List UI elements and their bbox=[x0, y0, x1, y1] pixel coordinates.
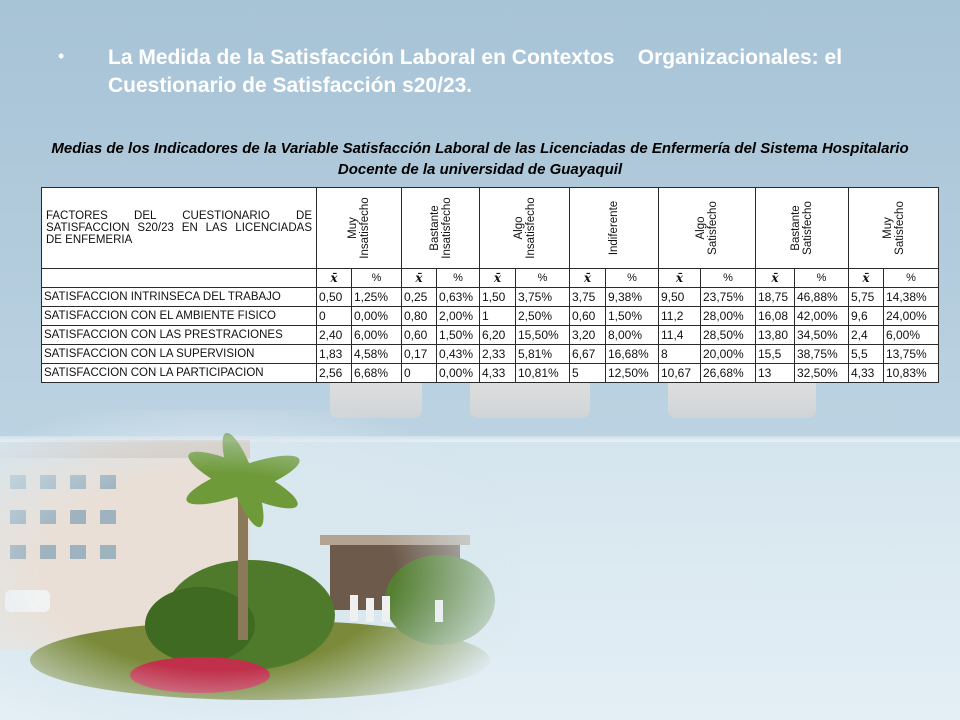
header-row bbox=[42, 188, 939, 269]
table-cell: 0,25 bbox=[402, 288, 437, 307]
table-cell: 9,6 bbox=[849, 307, 884, 326]
category-header-algo-insatisfecho bbox=[480, 188, 570, 269]
table-cell: 1,25% bbox=[352, 288, 402, 307]
table-cell: 2,50% bbox=[516, 307, 570, 326]
bullet-marker: • bbox=[58, 46, 65, 66]
mean-subheader: x̄ bbox=[570, 269, 606, 288]
table-cell: 1,50 bbox=[480, 288, 516, 307]
row-label: SATISFACCION CON EL AMBIENTE FISICO bbox=[42, 307, 317, 326]
mean-subheader: x̄ bbox=[402, 269, 437, 288]
table-cell: 23,75% bbox=[701, 288, 756, 307]
table-row bbox=[42, 326, 939, 345]
category-header-muy-insatisfecho bbox=[317, 188, 402, 269]
percent-subheader: % bbox=[884, 269, 939, 288]
table-cell: 16,68% bbox=[606, 345, 659, 364]
category-line: Algo bbox=[512, 216, 525, 240]
table-cell: 46,88% bbox=[795, 288, 849, 307]
table-cell: 20,00% bbox=[701, 345, 756, 364]
subheader-row bbox=[42, 269, 939, 288]
percent-subheader: % bbox=[516, 269, 570, 288]
table-cell: 5 bbox=[570, 364, 606, 383]
table-cell: 32,50% bbox=[795, 364, 849, 383]
mean-subheader: x̄ bbox=[659, 269, 701, 288]
category-header-algo-satisfecho bbox=[659, 188, 756, 269]
mean-subheader: x̄ bbox=[756, 269, 795, 288]
table-cell: 42,00% bbox=[795, 307, 849, 326]
table-cell: 0,50 bbox=[317, 288, 352, 307]
table-cell: 13,80 bbox=[756, 326, 795, 345]
table-cell: 2,56 bbox=[317, 364, 352, 383]
table-cell: 2,33 bbox=[480, 345, 516, 364]
table-cell: 9,50 bbox=[659, 288, 701, 307]
table-cell: 6,00% bbox=[352, 326, 402, 345]
table-cell: 6,00% bbox=[884, 326, 939, 345]
table-cell: 0,00% bbox=[437, 364, 480, 383]
table-cell: 4,58% bbox=[352, 345, 402, 364]
row-label: SATISFACCION CON LA SUPERVISION bbox=[42, 345, 317, 364]
row-label: SATISFACCION CON LA PARTICIPACION bbox=[42, 364, 317, 383]
table-cell: 6,20 bbox=[480, 326, 516, 345]
table-cell: 1 bbox=[480, 307, 516, 326]
table-cell: 5,75 bbox=[849, 288, 884, 307]
table-cell: 8,00% bbox=[606, 326, 659, 345]
table-cell: 12,50% bbox=[606, 364, 659, 383]
table-cell: 0,60 bbox=[570, 307, 606, 326]
row-label: SATISFACCION INTRINSECA DEL TRABAJO bbox=[42, 288, 317, 307]
table-cell: 0,00% bbox=[352, 307, 402, 326]
category-header-bastante-insatisfecho bbox=[402, 188, 480, 269]
table-cell: 2,40 bbox=[317, 326, 352, 345]
mean-subheader: x̄ bbox=[849, 269, 884, 288]
table-cell: 38,75% bbox=[795, 345, 849, 364]
table-cell: 0 bbox=[402, 364, 437, 383]
table-cell: 6,68% bbox=[352, 364, 402, 383]
percent-subheader: % bbox=[352, 269, 402, 288]
hospital-building-photo bbox=[0, 410, 520, 720]
table-cell: 15,50% bbox=[516, 326, 570, 345]
table-cell: 11,4 bbox=[659, 326, 701, 345]
table-cell: 8 bbox=[659, 345, 701, 364]
table-cell: 4,33 bbox=[849, 364, 884, 383]
table-cell: 15,5 bbox=[756, 345, 795, 364]
table-cell: 10,81% bbox=[516, 364, 570, 383]
percent-subheader: % bbox=[795, 269, 849, 288]
table-cell: 6,67 bbox=[570, 345, 606, 364]
table-cell: 0 bbox=[317, 307, 352, 326]
category-header-indiferente bbox=[570, 188, 659, 269]
category-line: Insatisfecho bbox=[440, 197, 453, 259]
table-row bbox=[42, 345, 939, 364]
table-row bbox=[42, 288, 939, 307]
category-line: Algo bbox=[695, 216, 707, 240]
percent-subheader: % bbox=[701, 269, 756, 288]
table-cell: 1,83 bbox=[317, 345, 352, 364]
table-cell: 28,50% bbox=[701, 326, 756, 345]
table-cell: 2,00% bbox=[437, 307, 480, 326]
table-cell: 14,38% bbox=[884, 288, 939, 307]
table-cell: 10,67 bbox=[659, 364, 701, 383]
table-cell: 34,50% bbox=[795, 326, 849, 345]
table-row bbox=[42, 307, 939, 326]
table-cell: 11,2 bbox=[659, 307, 701, 326]
table-cell: 26,68% bbox=[701, 364, 756, 383]
category-line: Bastante bbox=[790, 205, 802, 251]
table-caption: Medias de los Indicadores de la Variable Satisfacción Laboral de las Licenciadas de Enfermería del Sistema Hospitalario Docente de la universidad de Guayaquil bbox=[51, 140, 909, 178]
row-label: SATISFACCION CON LAS PRESTRACIONES bbox=[42, 326, 317, 345]
category-line: Bastante bbox=[428, 205, 441, 251]
category-line: Satisfecho bbox=[802, 201, 814, 255]
table-cell: 1,50% bbox=[606, 307, 659, 326]
table-cell: 0,17 bbox=[402, 345, 437, 364]
category-line: Satisfecho bbox=[707, 201, 719, 255]
percent-subheader: % bbox=[437, 269, 480, 288]
satisfaction-table bbox=[41, 187, 939, 383]
table-cell: 3,20 bbox=[570, 326, 606, 345]
table-cell: 4,33 bbox=[480, 364, 516, 383]
mean-subheader: x̄ bbox=[480, 269, 516, 288]
table-cell: 0,43% bbox=[437, 345, 480, 364]
table-cell: 18,75 bbox=[756, 288, 795, 307]
table-cell: 24,00% bbox=[884, 307, 939, 326]
table-cell: 16,08 bbox=[756, 307, 795, 326]
table-cell: 28,00% bbox=[701, 307, 756, 326]
table-cell: 0,80 bbox=[402, 307, 437, 326]
table-cell: 0,60 bbox=[402, 326, 437, 345]
slide-title: La Medida de la Satisfacción Laboral en Contextos Organizacionales: el Cuestionario de Satisfacción s20/23. bbox=[108, 46, 848, 97]
table-cell: 2,4 bbox=[849, 326, 884, 345]
category-line: Muy bbox=[347, 217, 359, 239]
table-cell: 3,75% bbox=[516, 288, 570, 307]
table-cell: 3,75 bbox=[570, 288, 606, 307]
table-cell: 13,75% bbox=[884, 345, 939, 364]
category-header-muy-satisfecho bbox=[849, 188, 939, 269]
category-line: Satisfecho bbox=[893, 201, 906, 255]
table-cell: 5,81% bbox=[516, 345, 570, 364]
category-line: Insatisfecho bbox=[524, 197, 537, 259]
table-cell: 0,63% bbox=[437, 288, 480, 307]
mean-subheader: x̄ bbox=[317, 269, 352, 288]
category-line: Muy bbox=[881, 217, 894, 239]
table-row bbox=[42, 364, 939, 383]
table-cell: 1,50% bbox=[437, 326, 480, 345]
table-cell: 5,5 bbox=[849, 345, 884, 364]
table-cell: 10,83% bbox=[884, 364, 939, 383]
factor-column-header: FACTORES DEL CUESTIONARIO DE SATISFACCION S20/23 EN LAS LICENCIADAS DE ENFEMERIA bbox=[42, 188, 317, 269]
empty-subheader-cell bbox=[42, 269, 317, 288]
percent-subheader: % bbox=[606, 269, 659, 288]
table-cell: 9,38% bbox=[606, 288, 659, 307]
table-cell: 13 bbox=[756, 364, 795, 383]
category-line: Insatisfecho bbox=[359, 197, 371, 259]
category-header-bastante-satisfecho bbox=[756, 188, 849, 269]
category-line: Indiferente bbox=[608, 200, 620, 256]
